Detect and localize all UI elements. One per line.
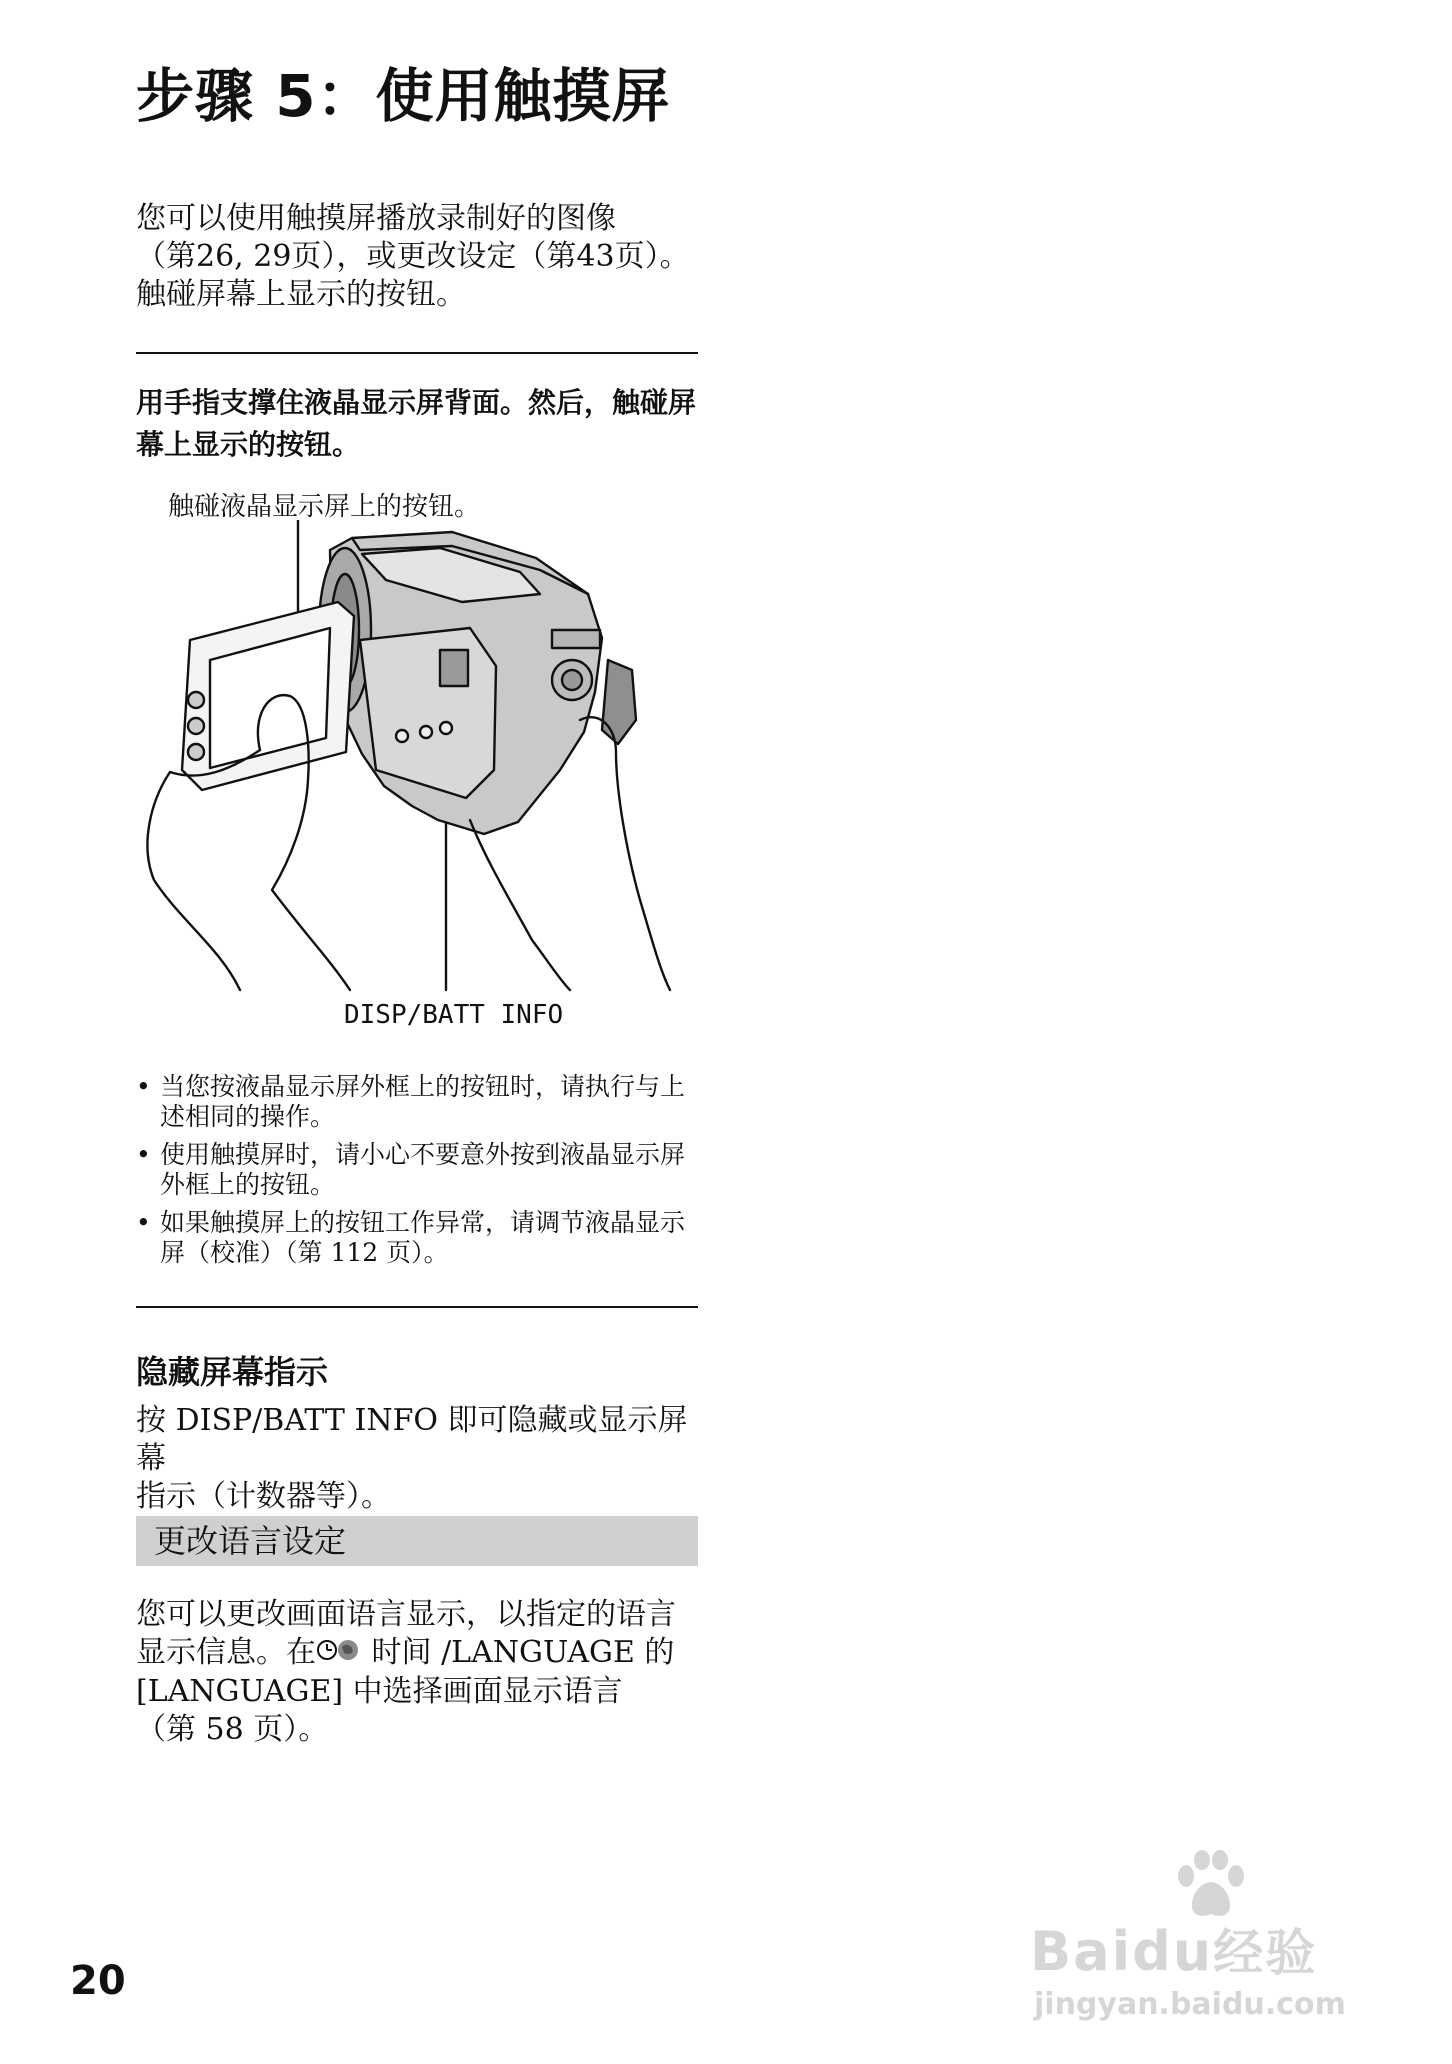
language-line-2-post: 时间 /LANGUAGE 的: [362, 1635, 675, 1670]
step-instruction: 用手指支撑住液晶显示屏背面。然后，触碰屏幕上显示的按钮。: [136, 386, 697, 461]
intro-paragraph: [136, 200, 716, 314]
note-item: • 当您按液晶显示屏外框上的按钮时，请执行与上述相同的操作。: [136, 1072, 706, 1132]
section-divider-1: [136, 352, 698, 354]
hide-indicators-body: [136, 1402, 716, 1516]
baidu-paw-icon: [1170, 1850, 1250, 1920]
camcorder-illustration: [140, 520, 700, 1000]
language-section-bar: [136, 1516, 698, 1566]
note-item: • 如果触摸屏上的按钮工作异常，请调节液晶显示屏（校准）（第 112 页）。: [136, 1208, 706, 1268]
watermark-brand: Bai: [1030, 1920, 1133, 1983]
language-line-2-pre: 显示信息。在: [136, 1635, 316, 1670]
intro-line-1: 您可以使用触摸屏播放录制好的图像: [136, 201, 616, 236]
notes-list: [136, 1072, 706, 1276]
language-section-heading: 更改语言设定: [154, 1522, 347, 1560]
watermark: [1030, 1850, 1410, 2030]
language-line-4: （第 58 页）。: [136, 1712, 329, 1747]
hide-indicators-line-1: 按 DISP/BATT INFO 即可隐藏或显示屏幕: [136, 1403, 688, 1476]
section-divider-2: [136, 1306, 698, 1308]
intro-line-3: 触碰屏幕上显示的按钮。: [136, 277, 466, 312]
intro-line-2: （第26, 29页），或更改设定（第43页）。: [136, 239, 690, 274]
language-line-3: [LANGUAGE] 中选择画面显示语言: [136, 1674, 623, 1709]
watermark-suffix: 经验: [1213, 1924, 1318, 1982]
figure-callout-bottom: DISP/BATT INFO: [344, 1000, 564, 1030]
watermark-url: jingyan.baidu.com: [1034, 1987, 1346, 2022]
page-number: 20: [70, 1958, 126, 2004]
language-line-1: 您可以更改画面语言显示，以指定的语言: [136, 1597, 676, 1632]
figure-callout-top: 触碰液晶显示屏上的按钮。: [168, 492, 481, 522]
page-title: 步骤 5：使用触摸屏: [136, 62, 671, 130]
language-line-2: [136, 1634, 726, 1673]
hide-indicators-line-2: 指示（计数器等）。: [136, 1479, 391, 1514]
note-item: • 使用触摸屏时，请小心不要意外按到液晶显示屏外框上的按钮。: [136, 1140, 706, 1200]
watermark-brand-2: du: [1132, 1920, 1214, 1983]
clock-globe-icon: [316, 1635, 362, 1673]
language-body: [136, 1596, 726, 1749]
hide-indicators-heading: 隐藏屏幕指示: [136, 1353, 329, 1391]
